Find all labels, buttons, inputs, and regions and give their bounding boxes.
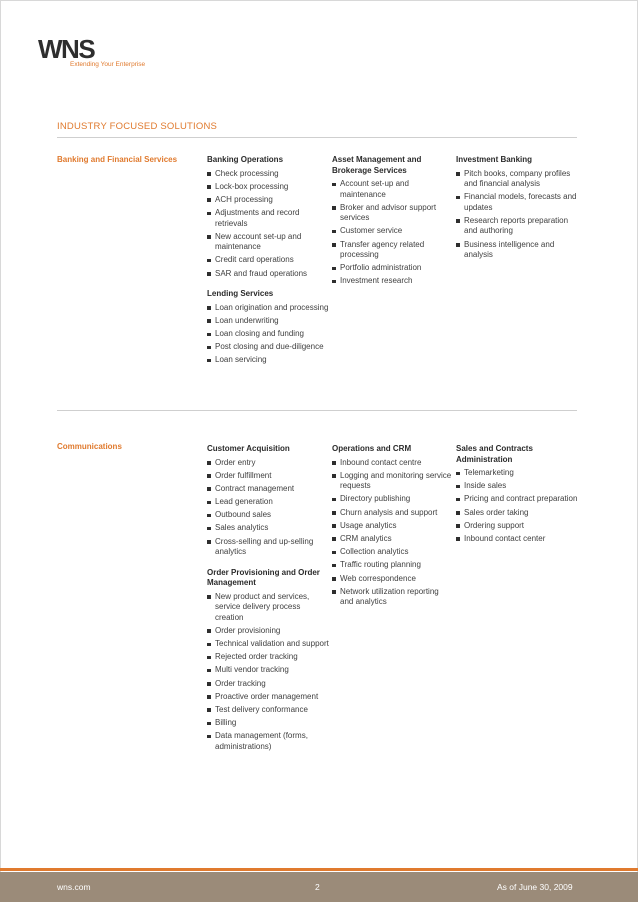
banking-column-2 bbox=[332, 155, 454, 290]
service-list-item bbox=[456, 494, 578, 505]
service-item-text: Rejected order tracking bbox=[215, 652, 298, 662]
service-list-item bbox=[207, 458, 329, 469]
service-item-text: Order provisioning bbox=[215, 625, 281, 635]
service-item-text: Collection analytics bbox=[340, 547, 409, 557]
service-item-text: Research reports preparation and authoring bbox=[464, 215, 569, 236]
service-list-item bbox=[332, 560, 454, 571]
service-list-item bbox=[207, 705, 329, 716]
service-item-text: Transfer agency related processing bbox=[340, 239, 425, 260]
service-list-item bbox=[207, 255, 329, 266]
service-item-text: Data management (forms, administrations) bbox=[215, 731, 308, 751]
service-list-item bbox=[207, 342, 329, 353]
industry-label-banking: Banking and Financial Services bbox=[57, 155, 178, 164]
service-list-item bbox=[207, 182, 329, 193]
service-item-text: Sales analytics bbox=[215, 523, 269, 533]
square-bullet-icon bbox=[456, 511, 460, 515]
service-item-text: Contract management bbox=[215, 483, 295, 493]
square-bullet-icon bbox=[207, 735, 211, 739]
square-bullet-icon bbox=[456, 219, 460, 223]
service-item-text: Loan underwriting bbox=[215, 315, 279, 325]
service-list-item bbox=[332, 263, 454, 274]
square-bullet-icon bbox=[332, 461, 336, 465]
service-list-item bbox=[207, 497, 329, 508]
square-bullet-icon bbox=[332, 564, 336, 568]
square-bullet-icon bbox=[332, 590, 336, 594]
square-bullet-icon bbox=[456, 537, 460, 541]
square-bullet-icon bbox=[207, 474, 211, 478]
square-bullet-icon bbox=[332, 280, 336, 284]
square-bullet-icon bbox=[456, 172, 460, 176]
service-item-text: Order entry bbox=[215, 457, 256, 467]
service-group-title: Sales and Contracts Administration bbox=[456, 444, 533, 464]
square-bullet-icon bbox=[456, 243, 460, 247]
service-list-item bbox=[207, 718, 329, 729]
service-group-title: Asset Management and Brokerage Services bbox=[332, 155, 422, 175]
square-bullet-icon bbox=[207, 185, 211, 189]
square-bullet-icon bbox=[332, 524, 336, 528]
service-list-item bbox=[207, 731, 329, 752]
square-bullet-icon bbox=[207, 198, 211, 202]
communications-column-2 bbox=[332, 444, 454, 610]
service-list-item bbox=[332, 240, 454, 261]
square-bullet-icon bbox=[456, 498, 460, 502]
service-item-text: Cross-selling and up-selling analytics bbox=[215, 536, 314, 557]
service-item-text: Broker and advisor support services bbox=[340, 202, 437, 223]
service-list-item bbox=[207, 471, 329, 482]
service-item-text: Order tracking bbox=[215, 678, 266, 688]
service-item-text: Financial models, forecasts and updates bbox=[464, 192, 577, 212]
square-bullet-icon bbox=[207, 540, 211, 544]
footer-accent-line bbox=[0, 868, 638, 871]
square-bullet-icon bbox=[332, 267, 336, 271]
service-item-text: Traffic routing planning bbox=[340, 560, 421, 570]
service-list-item bbox=[207, 523, 329, 534]
service-item-text: Pitch books, company profiles and financial analysis bbox=[464, 168, 571, 188]
service-item-text: Customer service bbox=[340, 226, 403, 236]
service-item-text: Adjustments and record retrievals bbox=[215, 208, 300, 228]
footer-site: wns.com bbox=[57, 882, 91, 892]
square-bullet-icon bbox=[332, 474, 336, 478]
service-list-item bbox=[332, 276, 454, 287]
square-bullet-icon bbox=[456, 524, 460, 528]
square-bullet-icon bbox=[207, 172, 211, 176]
service-item-text: Network utilization reporting and analytics bbox=[340, 586, 439, 607]
square-bullet-icon bbox=[207, 333, 211, 337]
square-bullet-icon bbox=[207, 629, 211, 633]
service-item-text: Web correspondence bbox=[340, 573, 416, 583]
square-bullet-icon bbox=[332, 498, 336, 502]
square-bullet-icon bbox=[207, 722, 211, 726]
service-list-item bbox=[207, 592, 329, 624]
service-item-text: Business intelligence and analysis bbox=[464, 239, 555, 260]
service-list-item bbox=[332, 458, 454, 469]
service-list bbox=[332, 179, 454, 287]
service-list-item bbox=[207, 303, 329, 314]
service-list-item bbox=[207, 316, 329, 327]
square-bullet-icon bbox=[207, 235, 211, 239]
service-item-text: Directory publishing bbox=[340, 494, 411, 504]
service-list-item bbox=[456, 216, 578, 237]
logo-tagline: Extending Your Enterprise bbox=[70, 61, 146, 68]
service-list bbox=[207, 458, 329, 558]
wns-logo bbox=[38, 34, 146, 68]
section-title: INDUSTRY FOCUSED SOLUTIONS bbox=[57, 121, 218, 132]
service-item-text: Loan closing and funding bbox=[215, 329, 304, 338]
industry-label-communications: Communications bbox=[57, 442, 122, 451]
logo-wordmark: WNS bbox=[38, 34, 95, 64]
service-group-title: Customer Acquisition bbox=[207, 444, 290, 453]
service-item-text: Telemarketing bbox=[464, 468, 514, 477]
service-list-item bbox=[207, 652, 329, 663]
service-list-item bbox=[332, 587, 454, 608]
service-item-text: Outbound sales bbox=[215, 510, 272, 520]
square-bullet-icon bbox=[207, 359, 211, 363]
service-item-text: Lock-box processing bbox=[215, 181, 289, 191]
service-list-item bbox=[207, 208, 329, 229]
square-bullet-icon bbox=[332, 230, 336, 234]
service-group-title: Operations and CRM bbox=[332, 444, 412, 453]
communications-column-3 bbox=[456, 444, 578, 547]
service-list-item bbox=[207, 537, 329, 558]
service-item-text: New account set-up and maintenance bbox=[215, 231, 302, 252]
service-list-item bbox=[207, 679, 329, 690]
service-list-item bbox=[207, 232, 329, 253]
service-list-item bbox=[207, 639, 329, 650]
service-item-text: ACH processing bbox=[215, 194, 273, 204]
service-item-text: Billing bbox=[215, 718, 237, 728]
service-item-text: Loan servicing bbox=[215, 355, 267, 365]
service-list-item bbox=[207, 692, 329, 703]
service-item-text: Check processing bbox=[215, 168, 279, 178]
service-item-text: Churn analysis and support bbox=[340, 507, 438, 517]
service-item-text: Portfolio administration bbox=[340, 263, 422, 273]
section-rule bbox=[57, 137, 577, 138]
service-list-item bbox=[207, 169, 329, 180]
square-bullet-icon bbox=[207, 669, 211, 673]
service-item-text: Multi vendor tracking bbox=[215, 665, 289, 675]
service-item-text: Lead generation bbox=[215, 497, 273, 507]
square-bullet-icon bbox=[207, 595, 211, 599]
service-list-item bbox=[332, 547, 454, 558]
service-list-item bbox=[332, 203, 454, 224]
square-bullet-icon bbox=[456, 485, 460, 489]
square-bullet-icon bbox=[207, 346, 211, 350]
service-list-item bbox=[332, 534, 454, 545]
service-item-text: Logging and monitoring service requests bbox=[340, 470, 452, 491]
service-list-item bbox=[207, 484, 329, 495]
service-list bbox=[207, 303, 329, 366]
square-bullet-icon bbox=[456, 196, 460, 200]
square-bullet-icon bbox=[207, 501, 211, 505]
service-list-item bbox=[332, 471, 454, 492]
square-bullet-icon bbox=[332, 243, 336, 247]
service-item-text: Inbound contact centre bbox=[340, 457, 422, 467]
square-bullet-icon bbox=[207, 682, 211, 686]
square-bullet-icon bbox=[207, 643, 211, 647]
square-bullet-icon bbox=[332, 511, 336, 515]
service-item-text: Inside sales bbox=[464, 481, 507, 491]
service-list-item bbox=[332, 508, 454, 519]
service-list-item bbox=[332, 179, 454, 200]
service-item-text: SAR and fraud operations bbox=[215, 268, 308, 278]
square-bullet-icon bbox=[207, 514, 211, 518]
square-bullet-icon bbox=[207, 487, 211, 491]
service-item-text: Post closing and due-diligence bbox=[215, 342, 324, 352]
service-list-item bbox=[456, 169, 578, 190]
service-group-title: Investment Banking bbox=[456, 155, 533, 164]
service-item-text: Proactive order management bbox=[215, 691, 319, 701]
service-list bbox=[456, 169, 578, 261]
service-list-item bbox=[207, 665, 329, 676]
service-list-item bbox=[207, 269, 329, 280]
service-item-text: Sales order taking bbox=[464, 507, 529, 517]
service-item-text: CRM analytics bbox=[340, 533, 392, 543]
service-list bbox=[207, 592, 329, 753]
square-bullet-icon bbox=[332, 183, 336, 187]
square-bullet-icon bbox=[456, 472, 460, 476]
service-list-item bbox=[207, 626, 329, 637]
square-bullet-icon bbox=[207, 708, 211, 712]
service-list-item bbox=[207, 329, 329, 340]
square-bullet-icon bbox=[207, 656, 211, 660]
service-item-text: Pricing and contract preparation bbox=[464, 494, 578, 504]
service-list-item bbox=[332, 521, 454, 532]
service-item-text: Loan origination and processing bbox=[215, 302, 329, 312]
service-list bbox=[207, 169, 329, 280]
service-list-item bbox=[207, 195, 329, 206]
footer-date: As of June 30, 2009 bbox=[497, 882, 573, 892]
block-divider bbox=[57, 410, 577, 411]
service-list-item bbox=[456, 508, 578, 519]
service-list-item bbox=[207, 510, 329, 521]
service-group-title: Lending Services bbox=[207, 289, 274, 299]
service-list-item bbox=[456, 521, 578, 532]
footer-band bbox=[0, 872, 638, 902]
service-list-item bbox=[456, 192, 578, 213]
service-item-text: Order fulfillment bbox=[215, 470, 272, 480]
square-bullet-icon bbox=[332, 577, 336, 581]
service-item-text: Investment research bbox=[340, 276, 413, 286]
communications-column-1 bbox=[207, 444, 329, 755]
square-bullet-icon bbox=[207, 212, 211, 216]
square-bullet-icon bbox=[207, 259, 211, 263]
service-item-text: Ordering support bbox=[464, 520, 525, 530]
service-list-item bbox=[456, 481, 578, 492]
banking-column-1 bbox=[207, 155, 329, 369]
service-item-text: Account set-up and maintenance bbox=[340, 179, 409, 199]
square-bullet-icon bbox=[207, 272, 211, 276]
service-list-item bbox=[456, 534, 578, 545]
square-bullet-icon bbox=[332, 206, 336, 210]
square-bullet-icon bbox=[332, 551, 336, 555]
service-item-text: Test delivery conformance bbox=[215, 704, 308, 714]
service-item-text: Technical validation and support bbox=[215, 639, 329, 648]
square-bullet-icon bbox=[207, 527, 211, 531]
square-bullet-icon bbox=[332, 537, 336, 541]
banking-column-3 bbox=[456, 155, 578, 263]
service-list-item bbox=[332, 574, 454, 585]
service-list bbox=[332, 458, 454, 608]
square-bullet-icon bbox=[207, 319, 211, 323]
service-list-item bbox=[456, 240, 578, 261]
service-list-item bbox=[207, 355, 329, 366]
service-group-title: Banking Operations bbox=[207, 155, 284, 164]
service-item-text: Inbound contact center bbox=[464, 533, 546, 543]
service-item-text: New product and services, service delivery process creation bbox=[215, 591, 310, 622]
service-group-title: Order Provisioning and Order Management bbox=[207, 567, 320, 588]
service-list-item bbox=[332, 226, 454, 237]
square-bullet-icon bbox=[207, 306, 211, 310]
service-list bbox=[456, 468, 578, 544]
service-item-text: Credit card operations bbox=[215, 255, 294, 265]
service-list-item bbox=[332, 494, 454, 505]
service-list-item bbox=[456, 468, 578, 479]
service-item-text: Usage analytics bbox=[340, 520, 397, 530]
square-bullet-icon bbox=[207, 461, 211, 465]
square-bullet-icon bbox=[207, 695, 211, 699]
footer-page-number: 2 bbox=[315, 882, 320, 892]
